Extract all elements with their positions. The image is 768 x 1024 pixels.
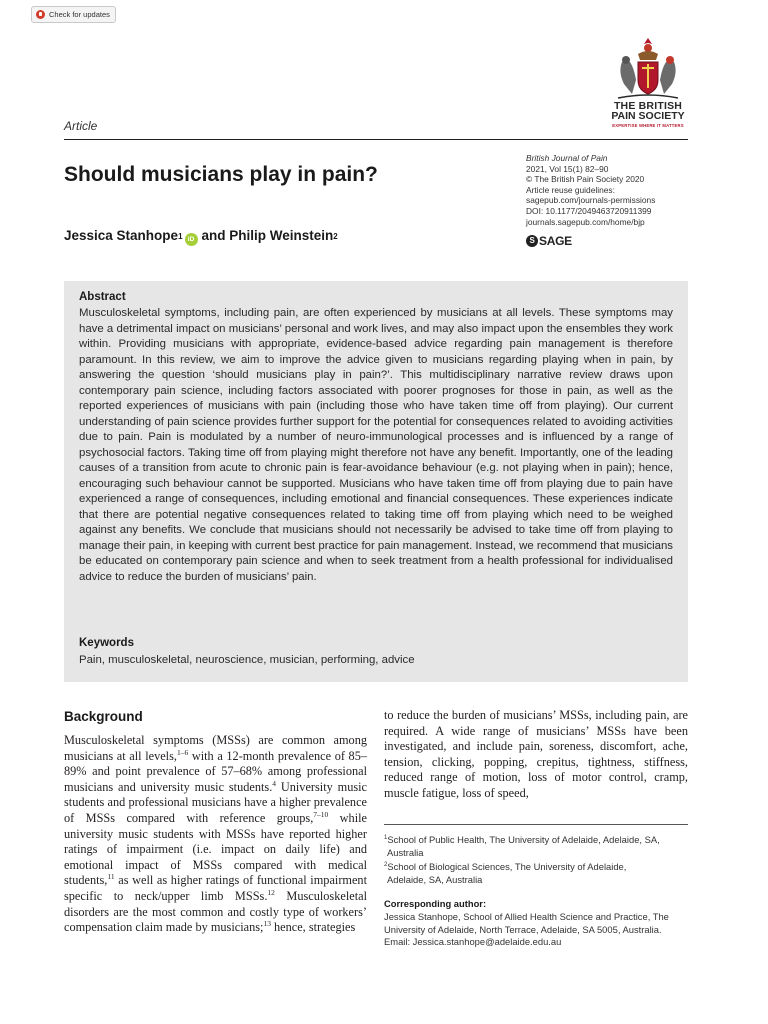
header-divider bbox=[64, 139, 688, 140]
keywords-heading: Keywords bbox=[79, 637, 134, 649]
publisher-name: SAGE bbox=[539, 234, 572, 248]
background-paragraph-col1: Musculoskeletal symptoms (MSSs) are common among musicians at all levels,$^{1-6}$ with a 12-month prevalence of 85–89% and point prevalence of 57–68% among professional musicians and university music students.$^4$ University music students and professional musicians have a higher prevalence of MSSs compared with reference groups,$^{7-10}$ while university music students with MSSs have reported higher ratings of impairment (i.e. impact on daily life) and emotional impact of MSSs compared with medical students,$^{11}$ as well as higher ratings of functional impairment specific to neck/upper limb MSSs.$^{12}$ Musculoskeletal disorders are the most common and costly type of workers’ compensation claim made by musicians;$^{13}$ hence, strategies bbox=[64, 733, 367, 935]
author-1-name: Jessica Stanhope bbox=[64, 228, 179, 243]
reuse-link[interactable]: sagepub.com/journals-permissions bbox=[526, 195, 656, 206]
background-paragraph-col2: to reduce the burden of musicians’ MSSs, including pain, are required. A wide range of musicians’ MSSs have been investigated, and include pain, soreness, discomfort, ache, tension, clicking, popping, crepitus, tightness, stiffness, reduced range of motion, loss of motor control, cramp, muscle fatigue, loss of speed, bbox=[384, 708, 688, 800]
article-type: Article bbox=[64, 119, 98, 133]
doi[interactable]: DOI: 10.1177/2049463720911399 bbox=[526, 205, 652, 216]
orcid-icon[interactable]: iD bbox=[185, 233, 198, 246]
journal-name: British Journal of Pain bbox=[526, 153, 608, 163]
email-link[interactable]: Email: Jessica.stanhope@adelaide.edu.au bbox=[384, 936, 562, 948]
society-tagline: EXPERTISE WHERE IT MATTERS bbox=[612, 123, 684, 128]
author-2-name: and Philip Weinstein bbox=[201, 228, 334, 243]
citation[interactable]: 11 bbox=[107, 872, 115, 882]
reuse-guidelines: Article reuse guidelines: bbox=[526, 184, 615, 195]
check-for-updates-label: Check for updates bbox=[49, 10, 110, 19]
journal-volume: 2021, Vol 15(1) 82–90 bbox=[526, 163, 609, 174]
journal-homepage-link[interactable]: journals.sagepub.com/home/bjp bbox=[526, 216, 645, 227]
update-icon bbox=[36, 10, 45, 19]
paper-title: Should musicians play in pain? bbox=[64, 163, 378, 186]
affiliation-2: $^2$School of Biological Sciences, The University of Adelaide, Adelaide, SA, Australia bbox=[384, 861, 627, 885]
citation[interactable]: 7–10 bbox=[313, 809, 329, 819]
journal-metadata bbox=[526, 153, 655, 227]
copyright: © The British Pain Society 2020 bbox=[526, 174, 645, 185]
background-heading: Background bbox=[64, 709, 143, 724]
society-name-line1: THE BRITISH bbox=[613, 100, 683, 112]
check-for-updates-button[interactable] bbox=[31, 6, 116, 23]
author-list bbox=[64, 228, 338, 245]
author-1-affiliation: 1 bbox=[178, 232, 183, 241]
citation[interactable]: 4 bbox=[272, 778, 277, 788]
citation[interactable]: 13 bbox=[263, 919, 271, 929]
abstract-text: Musculoskeletal symptoms, including pain, are often experienced by musicians at all levels. These symptoms may have a detrimental impact on musicians’ personal and work lives, and may also impact upon the ensembles they work within. Providing musicians with appropriate, evidence-based advice regarding pain management is therefore paramount. In this review, we aim to improve the advice given to musicians regarding playing when in pain, by answering the question ‘should musicians play in pain?’. This multidisciplinary narrative review draws upon contemporary pain science, including factors associated with poorer prognoses for those in pain, as well as the reported experiences of musicians with pain (including those who have taken time off from playing). Our current understanding of pain science provides further support for the potential for consequences related to avoiding activities due to pain. Pain is modulated by a number of neuro-immunological processes and is influenced by a range of psychosocial factors. Taking time off from playing might therefore not have any benefit. Importantly, one of the leading causes of a transition from acute to chronic pain is fear-avoidance behaviour (e.g. not playing when in pain); hence, encouraging such behaviour cannot be supported. Musicians who have taken time off from playing due to pain have experienced a range of consequences, including emotional and financial consequences. These experiences indicate that there are potential negative consequences related to taking time off from playing which need to be weighed against any benefits. We conclude that musicians should not necessarily be advised to take time off from playing to manage their pain, in keeping with current best practice for pain management. Instead, we recommend that musicians be educated on contemporary pain science and when to seek treatment from a health professional for individualised advice to reduce the burden of musicians’ pain. bbox=[79, 307, 673, 583]
society-name-line2: PAIN SOCIETY bbox=[611, 110, 685, 122]
author-2-affiliation: 2 bbox=[333, 232, 338, 241]
citation[interactable]: 1–6 bbox=[176, 747, 189, 757]
corresponding-author-heading: Corresponding author: bbox=[384, 898, 487, 909]
corresponding-author-details: Jessica Stanhope, School of Allied Health Science and Practice, The University of Adelaide, North Terrace, Adelaide, SA 5005, Australia. Email: Jessica.stanhope@adelaide.edu.au bbox=[384, 911, 690, 949]
abstract-heading: Abstract bbox=[79, 291, 126, 303]
sage-icon: S bbox=[526, 235, 538, 247]
affiliation-1: $^1$School of Public Health, The University of Adelaide, Adelaide, SA, Australia bbox=[384, 834, 660, 858]
sage-publisher-logo bbox=[526, 234, 572, 248]
footnote-divider bbox=[384, 824, 688, 825]
keywords-text: Pain, musculoskeletal, neuroscience, musician, performing, advice bbox=[79, 654, 415, 666]
citation[interactable]: 12 bbox=[267, 887, 275, 897]
